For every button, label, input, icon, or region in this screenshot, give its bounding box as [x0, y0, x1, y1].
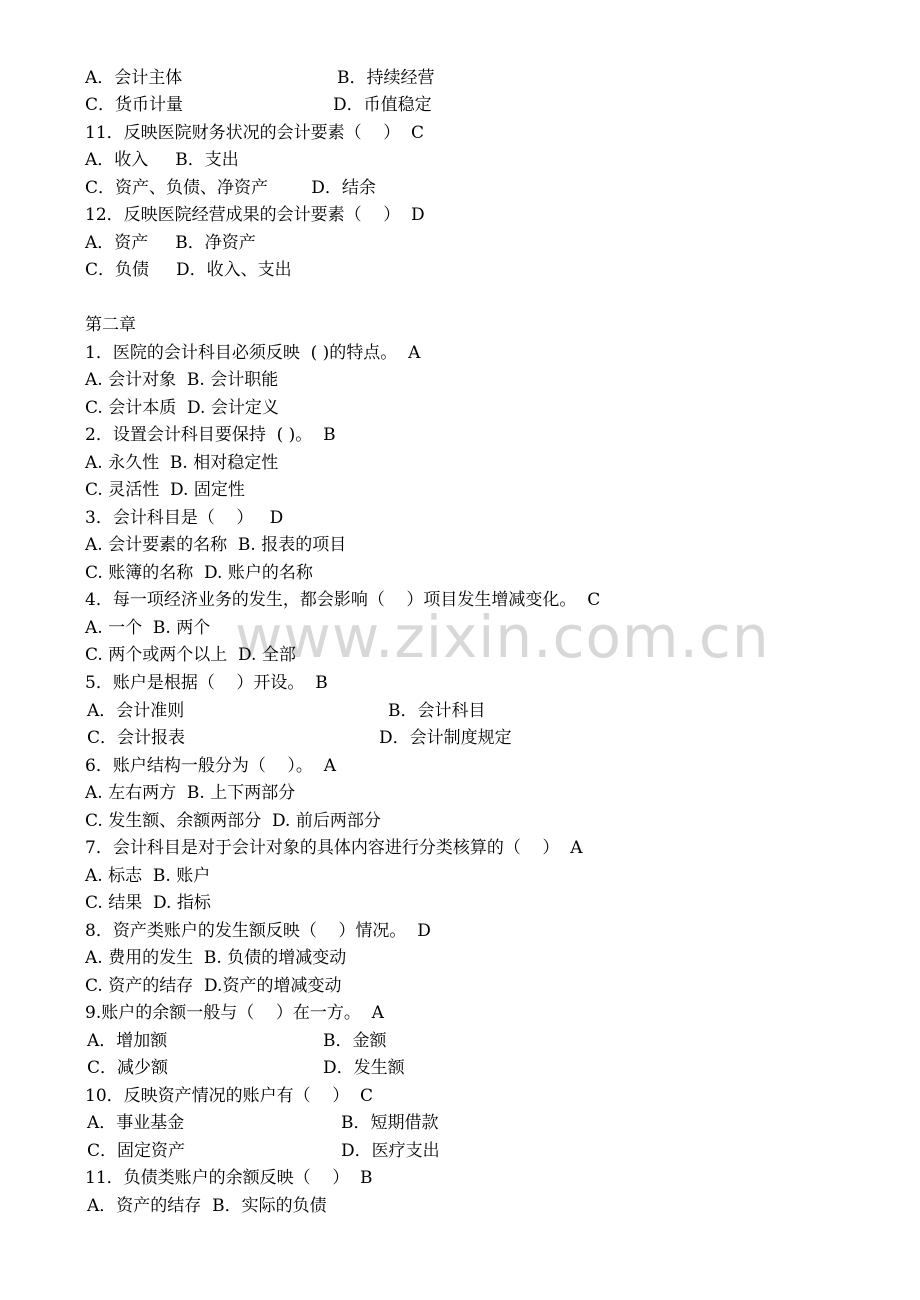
question-text: 11．反映医院财务状况的会计要素（ ） C [85, 123, 425, 143]
option-d: D．会计制度规定 [379, 728, 512, 748]
question-text: 9.账户的余额一般与（ ）在一方。 A [85, 1003, 384, 1023]
question-text: 5．账户是根据（ ）开设。 B [85, 673, 328, 693]
option-line: A. 标志 B. 账户 [85, 866, 211, 886]
option-line: A．资产的结存 B．实际的负债 [87, 1196, 327, 1216]
option-c: C．减少额 [87, 1058, 169, 1078]
option-a: A．会计主体 [85, 68, 183, 88]
option-line: C. 发生额、余额两部分 D. 前后两部分 [85, 811, 381, 831]
option-d: D．医疗支出 [341, 1141, 440, 1161]
option-line: C. 灵活性 D. 固定性 [85, 480, 245, 500]
option-c: C．会计报表 [87, 728, 186, 748]
question-text: 6．账户结构一般分为（ ）。 A [85, 756, 337, 776]
option-line: A. 会计要素的名称 B. 报表的项目 [85, 535, 347, 555]
question-text: 10．反映资产情况的账户有（ ） C [85, 1086, 374, 1106]
option-b: B．会计科目 [388, 701, 486, 721]
question-text: 7．会计科目是对于会计对象的具体内容进行分类核算的（ ） A [85, 838, 583, 858]
option-line: A．资产 B．净资产 [85, 233, 256, 253]
question-text: 3．会计科目是（ ） D [85, 508, 284, 528]
question-text: 4．每一项经济业务的发生，都会影响（ ）项目发生增减变化。 C [85, 590, 601, 610]
option-line: C. 结果 D. 指标 [85, 893, 211, 913]
option-line: A．收入 B．支出 [85, 150, 239, 170]
option-line: C. 会计本质 D. 会计定义 [85, 398, 279, 418]
option-a: A．事业基金 [87, 1113, 185, 1133]
option-line: C. 资产的结存 D.资产的增减变动 [85, 976, 342, 996]
option-b: B．短期借款 [341, 1113, 439, 1133]
watermark: www.zixin.com.cn [235, 603, 770, 671]
question-text: 11．负债类账户的余额反映（ ） B [85, 1168, 373, 1188]
question-text: 1．医院的会计科目必须反映 ( )的特点。 A [85, 343, 421, 363]
question-text: 12．反映医院经营成果的会计要素（ ） D [85, 205, 425, 225]
option-line: A. 左右两方 B. 上下两部分 [85, 783, 296, 803]
option-line: C．负债 D．收入、支出 [85, 260, 292, 280]
question-text: 8．资产类账户的发生额反映（ ）情况。 D [85, 921, 431, 941]
option-line: A. 会计对象 B. 会计职能 [85, 370, 279, 390]
option-line: A. 一个 B. 两个 [85, 618, 211, 638]
chapter-heading: 第二章 [85, 315, 136, 335]
option-c: C．货币计量 [85, 95, 184, 115]
option-line: C. 两个或两个以上 D. 全部 [85, 645, 296, 665]
option-a: A．会计准则 [87, 701, 185, 721]
option-c: C．固定资产 [87, 1141, 186, 1161]
option-line: A. 费用的发生 B. 负债的增减变动 [85, 948, 347, 968]
option-line: C. 账簿的名称 D. 账户的名称 [85, 563, 313, 583]
option-b: B．持续经营 [337, 68, 435, 88]
question-text: 2．设置会计科目要保持 ( )。 B [85, 425, 336, 445]
option-b: B．金额 [323, 1031, 387, 1051]
option-a: A．增加额 [87, 1031, 168, 1051]
option-line: C．资产、负债、净资产 D．结余 [85, 178, 376, 198]
option-d: D．发生额 [323, 1058, 405, 1078]
option-line [85, 68, 182, 88]
option-d: D．币值稳定 [333, 95, 432, 115]
option-line: A. 永久性 B. 相对稳定性 [85, 453, 279, 473]
option-line [85, 95, 183, 115]
